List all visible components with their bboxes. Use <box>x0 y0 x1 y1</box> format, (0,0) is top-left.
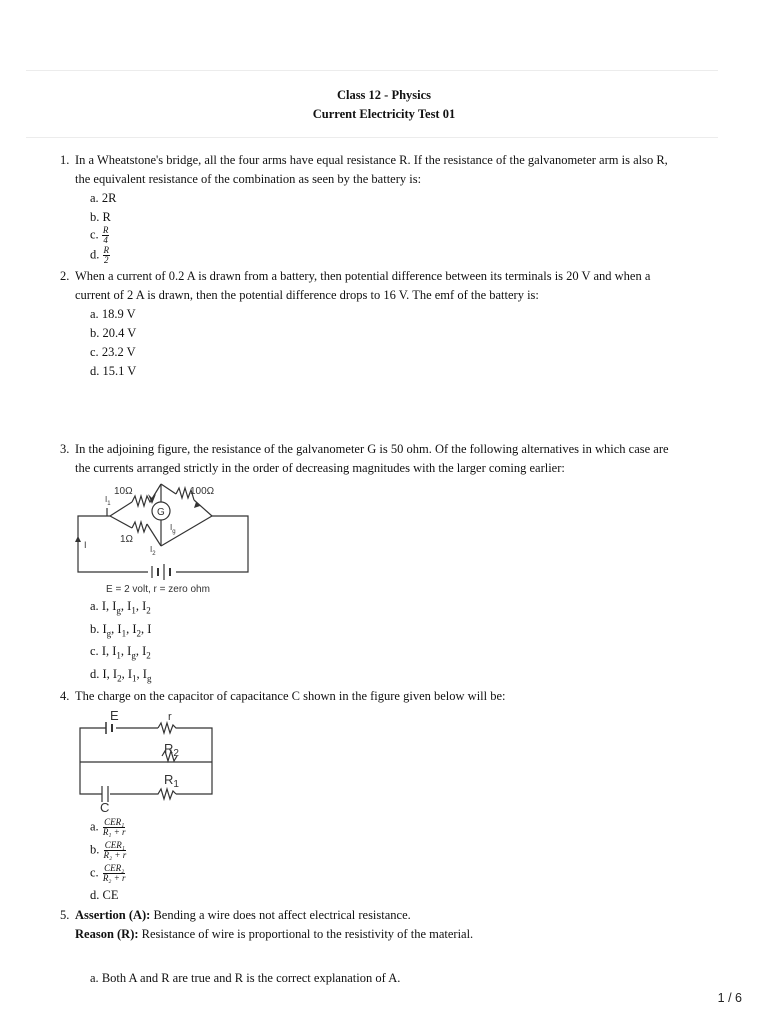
wheatstone-bridge-figure <box>72 480 254 598</box>
galvanometer-label: G <box>157 507 165 518</box>
doc-title-test: Current Electricity Test 01 <box>312 107 456 121</box>
question-2 <box>60 267 730 305</box>
header-rule-top <box>26 70 718 71</box>
question-text: In a Wheatstone's bridge, all the four arms have equal resistance R. If the resistance of the galvanometer arm is also R, <box>75 153 668 167</box>
question-text-cont: the equivalent resistance of the combination as seen by the battery is: <box>75 172 422 186</box>
fraction: $\frac{\text{CER₂}}{\text{R₂ + r}}$ <box>102 863 126 883</box>
current-symbol: , I <box>111 622 122 636</box>
capacitor-circuit-figure <box>74 706 222 816</box>
current-subscript: g <box>146 673 152 684</box>
current-symbol: , I <box>121 667 133 681</box>
current-i1-label: $I_1$ <box>105 495 111 507</box>
current-symbol: I <box>101 599 106 613</box>
option-4b[interactable]: b. $\frac{\text{CER₁}}{\text{R₂ + r}}$ <box>90 840 127 860</box>
resistor-r2-label: $R_2$ <box>164 741 179 759</box>
option-3a[interactable]: a. I, $I_g$, $I_1$, $I_2$ <box>90 599 151 616</box>
current-symbol: , I <box>120 644 132 658</box>
fraction: $\frac{R}{2}$ <box>103 245 109 265</box>
question-text-cont: the currents arranged strictly in the order of decreasing magnitudes with the larger coming earlier: <box>75 461 565 475</box>
current-subscript: 1 <box>131 605 136 616</box>
option-1c[interactable]: c. $\frac{R}{4}$ <box>90 225 109 245</box>
question-number: 1. <box>60 153 70 167</box>
page-number: 1 / 6 <box>717 991 742 1005</box>
option-2b[interactable]: b. 20.4 V <box>90 326 137 340</box>
option-2c[interactable]: c. 23.2 V <box>90 345 136 359</box>
question-number: 3. <box>60 442 70 456</box>
option-1d[interactable]: d. $\frac{R}{2}$ <box>90 245 109 265</box>
current-symbol: , I <box>135 644 147 658</box>
doc-title-class: Class 12 - Physics <box>336 88 432 102</box>
current-subscript: 1 <box>121 628 127 639</box>
option-5a[interactable]: a. Both A and R are true and R is the correct explanation of A. <box>90 971 401 985</box>
option-3b[interactable]: b. $I_g$, $I_1$, $I_2$, I <box>90 622 152 639</box>
question-text: The charge on the capacitor of capacitance C shown in the figure given below will be: <box>75 689 506 703</box>
question-number: 4. <box>60 689 70 703</box>
question-text: In the adjoining figure, the resistance of the galvanometer G is 50 ohm. Of the following alternatives in which case are <box>75 442 669 456</box>
option-4d[interactable]: d. CE <box>90 888 119 902</box>
question-number: 5. <box>60 908 70 922</box>
current-subscript: 2 <box>146 605 151 616</box>
current-symbol: , I <box>105 644 117 658</box>
question-3 <box>60 440 730 478</box>
current-symbol: I <box>102 667 107 681</box>
capacitor-label: C <box>100 800 110 815</box>
current-symbol: , I <box>106 667 118 681</box>
fraction: $\frac{\text{CER₁}}{\text{R₂ + r}}$ <box>103 840 127 860</box>
current-symbol: , I <box>126 622 137 636</box>
current-symbol: , I <box>141 622 152 636</box>
current-i2-label: $I_2$ <box>150 545 156 557</box>
question-number: 2. <box>60 269 70 283</box>
current-symbol: , I <box>105 599 117 613</box>
current-subscript: 2 <box>146 650 151 661</box>
question-text-cont: current of 2 A is drawn, then the potential difference drops to 16 V. The emf of the battery is: <box>75 288 539 302</box>
option-4a[interactable]: a. $\frac{\text{CER₁}}{\text{R₁ + r}}$ <box>90 817 126 837</box>
internal-resistance-label: r <box>168 711 172 723</box>
question-4 <box>60 687 730 706</box>
fraction: $\frac{\text{CER₁}}{\text{R₁ + r}}$ <box>102 817 126 837</box>
resistor-r1-label: $R_1$ <box>164 772 179 790</box>
current-subscript: 2 <box>136 628 142 639</box>
resistor-100-ohm-label: 100Ω <box>190 486 215 497</box>
option-2d[interactable]: d. 15.1 V <box>90 364 137 378</box>
figure-caption: E = 2 volt, r = zero ohm <box>106 584 210 595</box>
option-2a[interactable]: a. 18.9 V <box>90 307 136 321</box>
option-3d[interactable]: d. I, $I_2$, $I_1$, $I_g$ <box>90 667 152 684</box>
current-symbol: I <box>102 622 107 636</box>
option-3c[interactable]: c. I, $I_1$, $I_g$, $I_2$ <box>90 644 151 661</box>
header-rule-bottom <box>26 137 718 138</box>
reason-text: Resistance of wire is proportional to the resistivity of the material. <box>138 927 474 941</box>
current-subscript: 1 <box>132 673 137 684</box>
question-text: When a current of 0.2 A is drawn from a battery, then potential difference between its terminals is 20 V and when a <box>75 269 651 283</box>
assertion-text: Bending a wire does not affect electrical resistance. <box>150 908 411 922</box>
option-4c[interactable]: c. $\frac{\text{CER₂}}{\text{R₂ + r}}$ <box>90 863 126 883</box>
current-symbol: , I <box>120 599 132 613</box>
reason-label: Reason (R): <box>75 927 139 941</box>
fraction: $\frac{R}{4}$ <box>102 225 109 245</box>
current-symbol: I <box>101 644 106 658</box>
option-1a[interactable]: a. 2R <box>90 191 117 205</box>
option-1b[interactable]: b. R <box>90 210 111 224</box>
question-1 <box>60 151 730 189</box>
emf-label: E <box>110 708 119 723</box>
current-subscript: 1 <box>116 650 121 661</box>
current-ig-label: $I_g$ <box>170 523 176 535</box>
resistor-1-ohm-label: 1Ω <box>120 534 134 545</box>
current-subscript: 2 <box>117 673 122 684</box>
current-symbol: , I <box>136 667 147 681</box>
resistor-10-ohm-label: 10Ω <box>114 486 133 497</box>
current-symbol: , I <box>135 599 147 613</box>
assertion-label: Assertion (A): <box>75 908 151 922</box>
current-subscript: g <box>131 650 136 661</box>
current-i-label: I <box>84 540 87 550</box>
current-subscript: g <box>106 628 112 639</box>
question-5 <box>60 906 730 944</box>
current-subscript: g <box>116 605 121 616</box>
